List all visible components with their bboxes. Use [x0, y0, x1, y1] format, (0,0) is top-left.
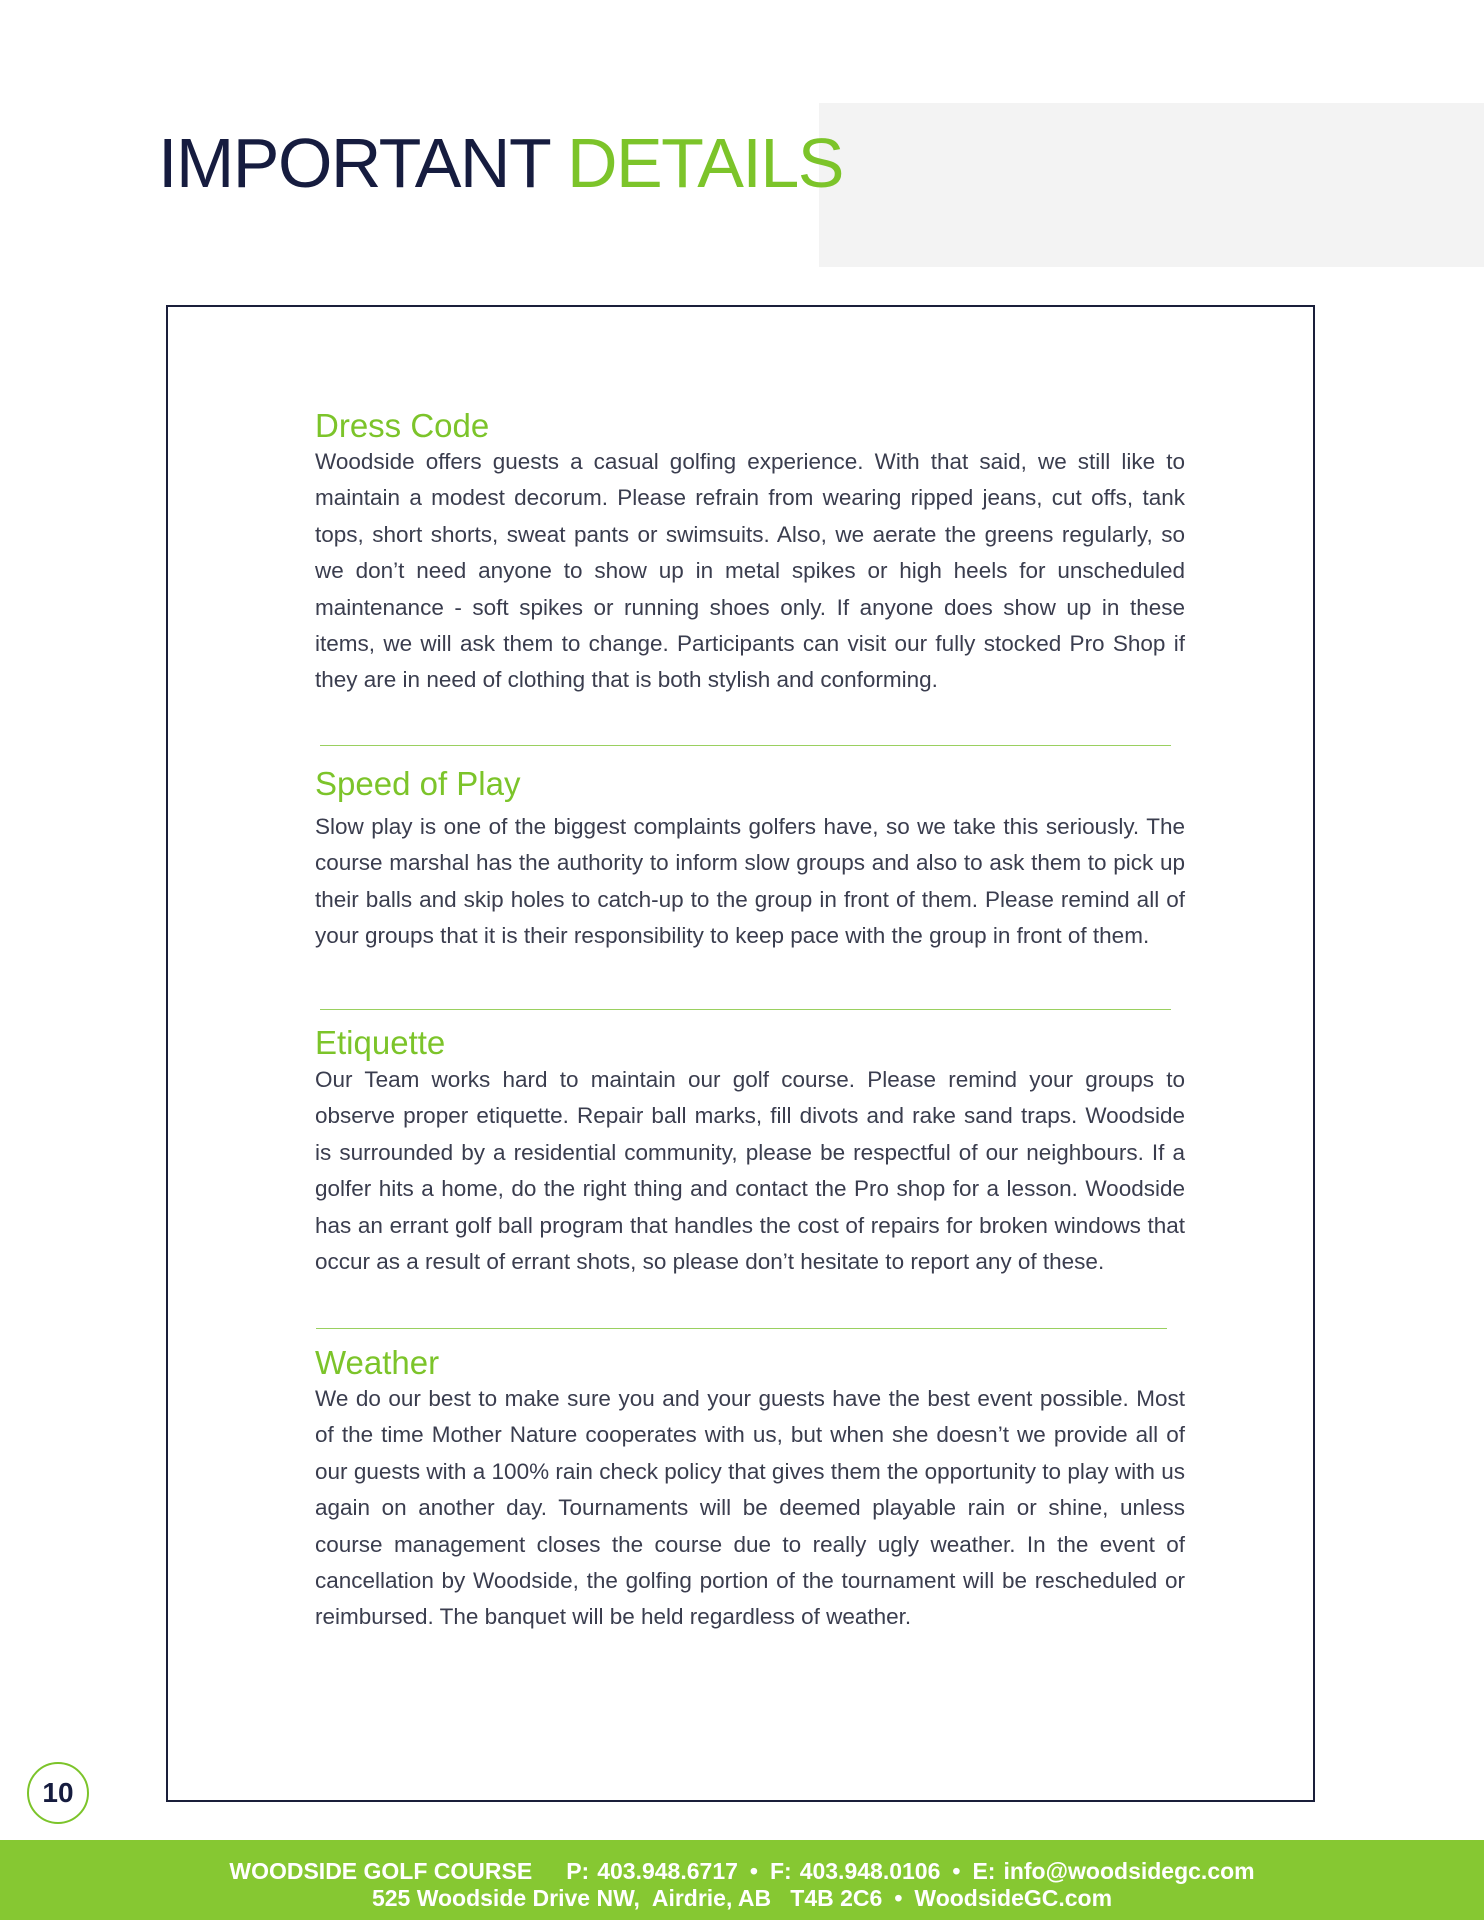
page-number-badge: [27, 1762, 89, 1824]
footer-email[interactable]: info@woodsidegc.com: [1003, 1858, 1255, 1884]
page-number: 10: [42, 1777, 74, 1808]
footer-course-name: WOODSIDE GOLF COURSE: [229, 1858, 533, 1884]
section-speed-of-play: [315, 767, 1185, 955]
page-title-dark: IMPORTANT: [158, 124, 549, 202]
page-title-green: DETAILS: [566, 124, 843, 202]
footer-separator: •: [749, 1858, 758, 1884]
footer-bar: [0, 1840, 1484, 1920]
section-heading-speed-of-play: Speed of Play: [315, 765, 521, 802]
footer-contact-line: [0, 1858, 1484, 1884]
footer-separator: •: [894, 1885, 903, 1911]
section-body-weather: We do our best to make sure you and your guests have the best event possible. Most of the time Mother Nature cooperates with us, but when she doesn’t we provide all of our guests with a 100% rain check policy that gives them the opportunity to play with us again on another day. Tournaments will be deemed playable rain or shine, unless course management closes the course due to really ugly weather. In the event of cancellation by Woodside, the golfing portion of the tournament will be rescheduled or reimbursed. The banquet will be held regardless of weather.: [315, 1386, 1185, 1630]
section-etiquette: [315, 1026, 1185, 1280]
footer-phone-label: P:: [566, 1858, 590, 1884]
page-title: [158, 124, 843, 202]
section-divider: [320, 745, 1171, 746]
footer-fax: 403.948.0106: [799, 1858, 941, 1884]
section-body-speed-of-play: Slow play is one of the biggest complaints golfers have, so we take this seriously. The course marshal has the authority to inform slow groups and also to ask them to pick up their balls and skip holes to catch-up to the group in front of them. Please remind all of your groups that it is their responsibility to keep pace with the group in front of them.: [315, 814, 1185, 949]
footer-fax-label: F:: [769, 1858, 792, 1884]
section-dress-code: [315, 409, 1185, 699]
section-heading-weather: Weather: [315, 1344, 440, 1381]
footer-website[interactable]: WoodsideGC.com: [914, 1885, 1113, 1911]
section-heading-dress-code: Dress Code: [315, 407, 490, 444]
footer-address-line: [0, 1885, 1484, 1911]
section-heading-etiquette: Etiquette: [315, 1024, 446, 1061]
section-weather: [315, 1346, 1185, 1636]
footer-phone: 403.948.6717: [597, 1858, 738, 1884]
header-gray-block: [819, 103, 1484, 267]
section-body-dress-code: Woodside offers guests a casual golfing experience. With that said, we still like to maintain a modest decorum. Please refrain from wearing ripped jeans, cut offs, tank tops, short shorts, sweat pants or swimsuits. Also, we aerate the greens regularly, so we don’t need anyone to show up in metal spikes or high heels for unscheduled maintenance - soft spikes or running shoes only. If anyone does show up in these items, we will ask them to change. Participants can visit our fully stocked Pro Shop if they are in need of clothing that is both stylish and conforming.: [315, 449, 1185, 693]
section-divider: [320, 1009, 1171, 1010]
section-body-etiquette: Our Team works hard to maintain our golf course. Please remind your groups to observe proper etiquette. Repair ball marks, fill divots and rake sand traps. Woodside is surrounded by a residential community, please be respectful of our neighbours. If a golfer hits a home, do the right thing and contact the Pro shop for a lesson. Woodside has an errant golf ball program that handles the cost of repairs for broken windows that occur as a result of errant shots, so please don’t hesitate to report any of these.: [315, 1067, 1185, 1275]
footer-separator: •: [952, 1858, 961, 1884]
section-divider: [316, 1328, 1167, 1329]
footer-address: 525 Woodside Drive NW, Airdrie, AB T4B 2C6: [371, 1885, 883, 1911]
footer-email-label: E:: [972, 1858, 996, 1884]
